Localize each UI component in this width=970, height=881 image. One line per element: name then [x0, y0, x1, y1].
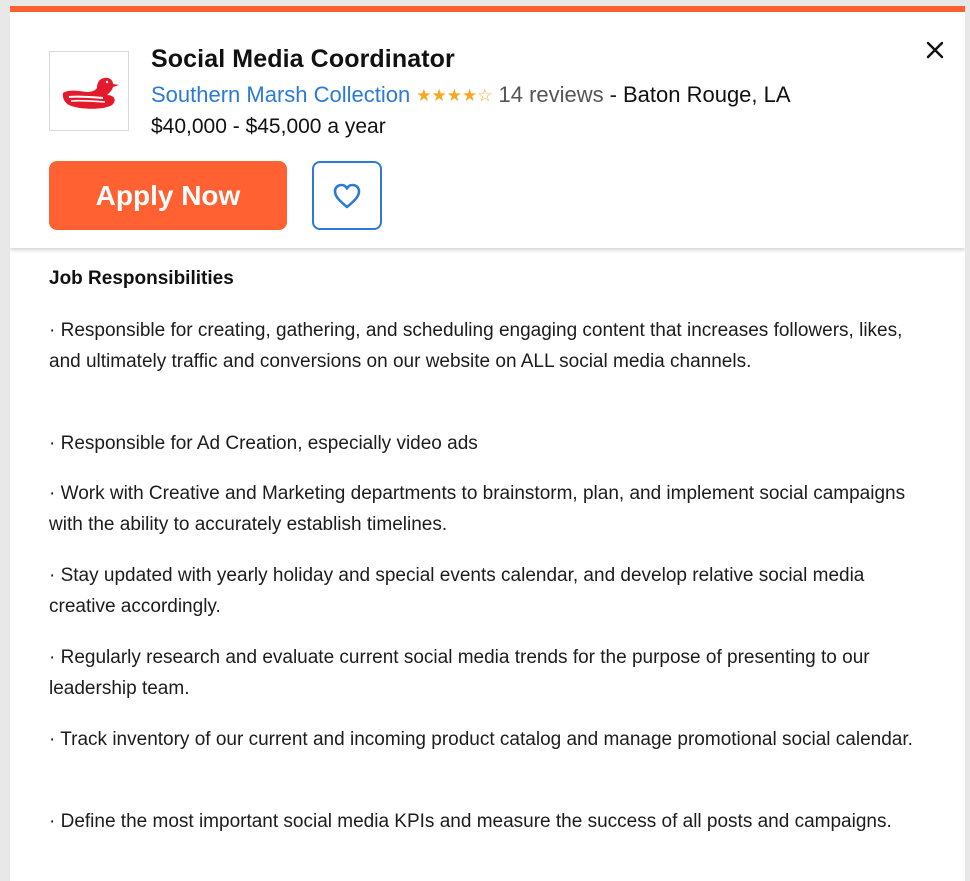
- save-job-button[interactable]: [312, 161, 382, 230]
- close-button[interactable]: [922, 37, 948, 63]
- apply-now-button[interactable]: Apply Now: [49, 161, 287, 230]
- company-link[interactable]: Southern Marsh Collection: [151, 82, 411, 107]
- responsibility-item: · Track inventory of our current and incoming product catalog and manage promotional social calendar.: [49, 729, 913, 750]
- responsibility-item: · Responsible for Ad Creation, especially video ads: [49, 433, 478, 454]
- company-logo[interactable]: [49, 51, 129, 131]
- star-filled-icon: ★: [462, 85, 478, 105]
- responsibility-item: · Define the most important social media KPIs and measure the success of all posts and campaigns.: [49, 811, 892, 832]
- star-outline-icon: ☆: [477, 85, 493, 105]
- close-icon: [926, 41, 944, 59]
- reviews-link[interactable]: 14 reviews: [498, 82, 604, 107]
- salary-range: $40,000 - $45,000 a year: [151, 115, 386, 138]
- job-title: Social Media Coordinator: [151, 45, 455, 73]
- star-filled-icon: ★: [446, 85, 462, 105]
- separator: -: [609, 82, 617, 107]
- responsibility-item: · Responsible for creating, gathering, and scheduling engaging content that increases followers, likes, and ultimately traffic and conversions on our website on ALL social media channels.: [49, 320, 903, 372]
- star-filled-icon: ★: [416, 85, 432, 105]
- responsibility-item: · Regularly research and evaluate current social media trends for the purpose of presenting to our leadership team.: [49, 647, 870, 699]
- job-header: [10, 12, 965, 248]
- star-filled-icon: ★: [431, 85, 447, 105]
- company-info-line: [151, 82, 791, 108]
- duck-logo-icon: [57, 71, 121, 111]
- job-location: Baton Rouge, LA: [622, 82, 791, 107]
- section-heading: Job Responsibilities: [49, 268, 234, 289]
- job-detail-card: [10, 6, 965, 881]
- responsibility-item: · Stay updated with yearly holiday and special events calendar, and develop relative social media creative accordingly.: [49, 565, 865, 617]
- star-rating[interactable]: [416, 87, 492, 104]
- heart-outline-icon: [331, 182, 363, 210]
- responsibility-item: · Work with Creative and Marketing departments to brainstorm, plan, and implement social campaigns with the ability to accurately establish timelines.: [49, 483, 906, 535]
